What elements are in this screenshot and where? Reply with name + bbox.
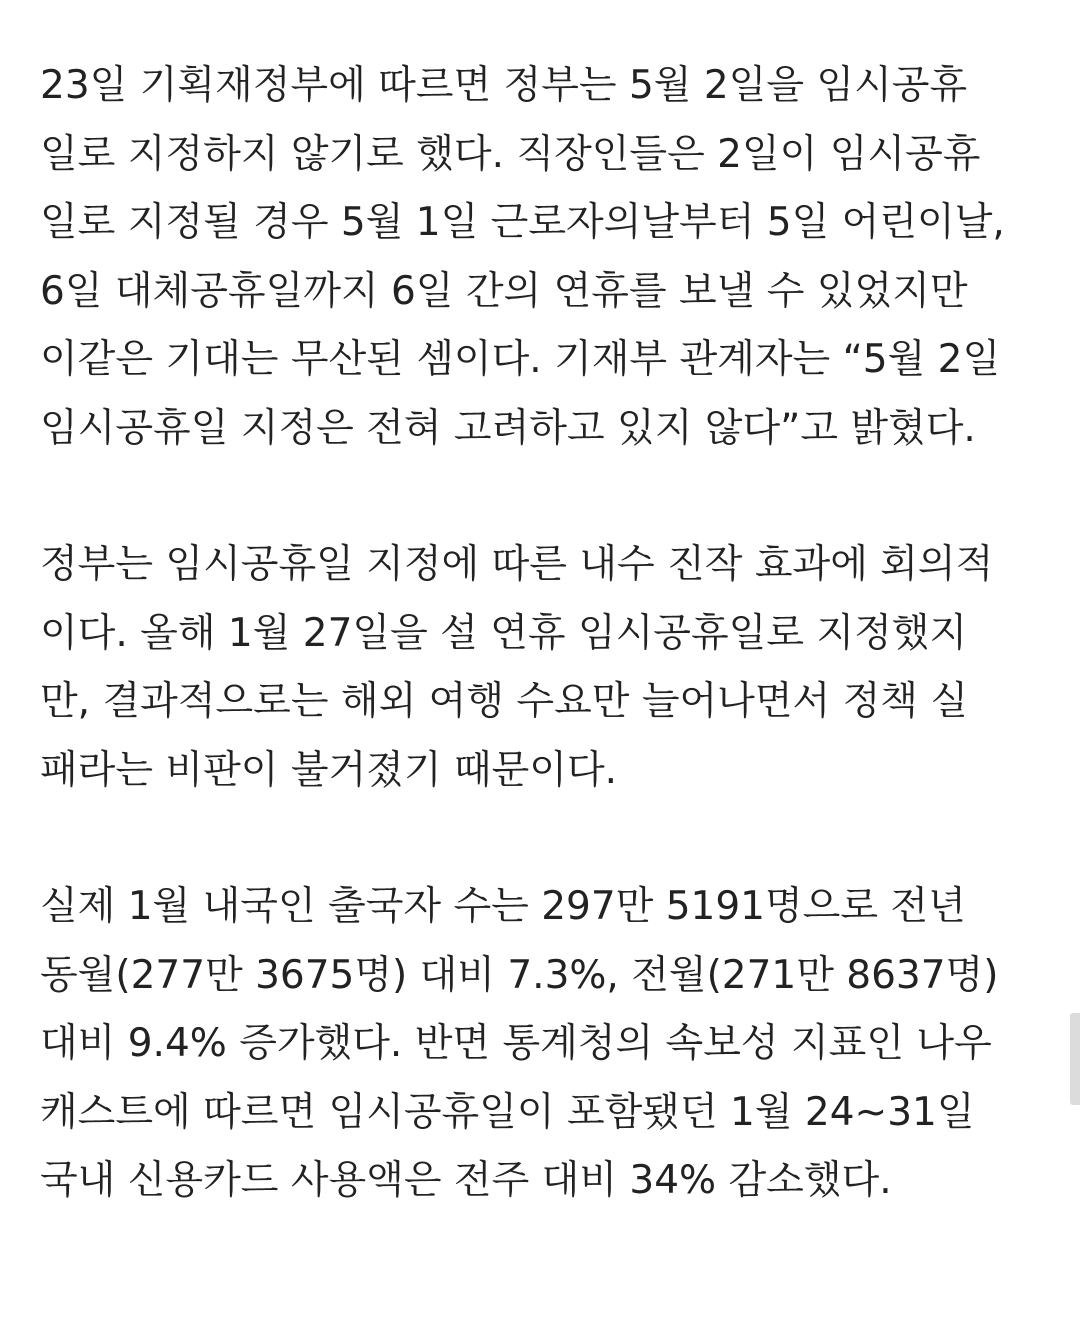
text-line: 6일 대체공휴일까지 6일 간의 연휴를 보낼 수 있었지만 <box>40 268 968 314</box>
text-line: 만, 결과적으로는 해외 여행 수요만 늘어나면서 정책 실 <box>40 679 969 724</box>
text-line: 일로 지정될 경우 5월 1일 근로자의날부터 5일 어린이날, <box>40 200 1005 245</box>
article-body <box>40 52 1040 1284</box>
text-line: 캐스트에 따르면 임시공휴일이 포함됐던 1월 24~31일 <box>40 1089 975 1135</box>
text-line: 패라는 비판이 불거졌기 때문이다. <box>40 747 618 793</box>
text-line: 정부는 임시공휴일 지정에 따른 내수 진작 효과에 회의적 <box>40 542 994 587</box>
article-paragraph-1 <box>40 52 1040 463</box>
text-line: 동월(277만 3675명) 대비 7.3%, 전월(271만 8637명) <box>40 952 999 998</box>
text-line: 대비 9.4% 증가했다. 반면 통계청의 속보성 지표인 나우 <box>40 1021 992 1066</box>
text-line: 실제 1월 내국인 출국자 수는 297만 5191명으로 전년 <box>40 884 966 929</box>
article-paragraph-3 <box>40 873 1040 1216</box>
article-paragraph-2 <box>40 531 1040 805</box>
text-line: 23일 기획재정부에 따르면 정부는 5월 2일을 임시공휴 <box>40 63 968 108</box>
scrollbar-thumb[interactable] <box>1070 1013 1080 1105</box>
text-line: 임시공휴일 지정은 전혀 고려하고 있지 않다”고 밝혔다. <box>40 405 976 451</box>
text-line: 일로 지정하지 않기로 했다. 직장인들은 2일이 임시공휴 <box>40 131 981 177</box>
text-line: 국내 신용카드 사용액은 전주 대비 34% 감소했다. <box>40 1158 892 1203</box>
text-line: 이같은 기대는 무산된 셈이다. 기재부 관계자는 “5월 2일 <box>40 337 1001 382</box>
text-line: 이다. 올해 1월 27일을 설 연휴 임시공휴일로 지정했지 <box>40 610 968 656</box>
